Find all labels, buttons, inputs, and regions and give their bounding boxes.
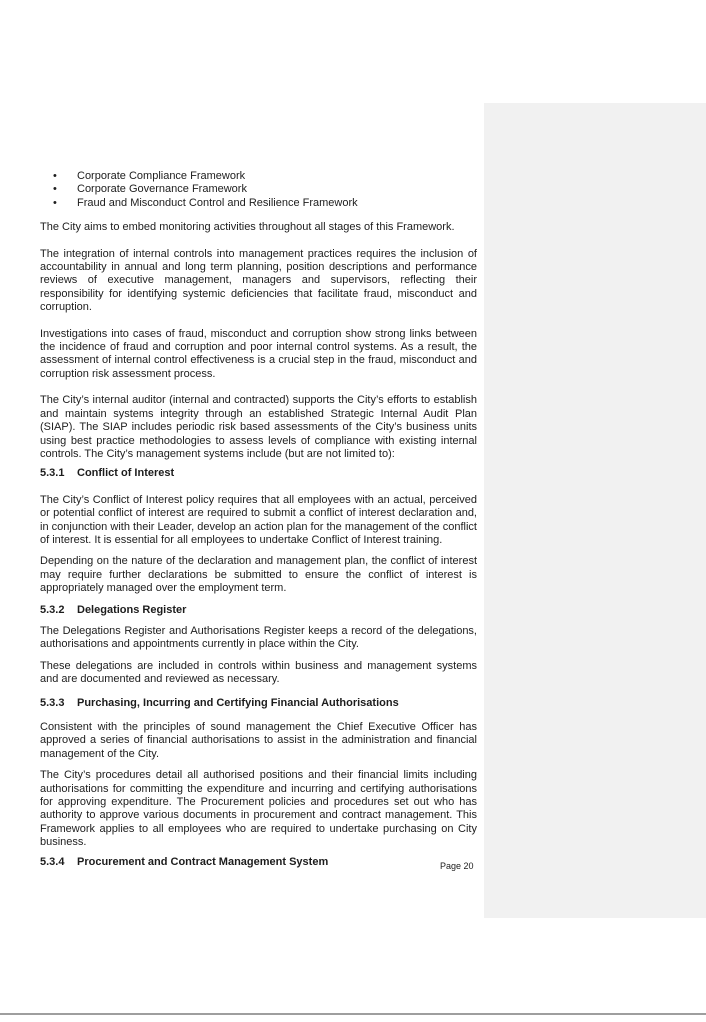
list-item [40,197,477,210]
paragraph-delegations-controls: These delegations are included in controls within business and management systems and are documented and reviewed as necessary. [40,659,477,686]
section-number: 5.3.2 [40,603,65,616]
section-number: 5.3.1 [40,467,65,480]
section-title: Conflict of Interest [77,467,175,480]
framework-bullet-list [40,170,477,210]
section-title: Purchasing, Incurring and Certifying Financial Authorisations [77,696,399,709]
bullet-icon: • [53,183,57,196]
paragraph-procedures: The City’s procedures detail all authorised positions and their financial limits including authorisations for committing the expenditure and incurring and certifying authorisations for approving expenditure. The Procurement policies and procedures set out who has authority to approve various documents in procurement and contract management. This Framework applies to all employees who are required to undertake purchasing on City business. [40,769,477,849]
bullet-icon: • [53,196,57,209]
page-bottom-border [0,1013,706,1015]
list-item-text: Corporate Compliance Framework [77,170,246,182]
section-number: 5.3.3 [40,696,65,709]
section-heading-5-3-2 [40,604,477,617]
section-heading-5-3-4 [40,856,477,869]
paragraph-internal-auditor: The City’s internal auditor (internal and contracted) supports the City’s efforts to establish and maintain systems integrity through an established Strategic Internal Audit Plan (SIAP). The SIAP includes periodic risk based assessments of the City’s business units using best practice methodologies to assess levels of compliance with existing internal controls. The City’s management systems include (but are not limited to): [40,394,477,460]
paragraph-delegations-register: The Delegations Register and Authorisations Register keeps a record of the delegations, authorisations and appointments currently in place within the City. [40,624,477,651]
document-content [40,170,477,869]
section-title: Delegations Register [77,603,187,616]
section-title: Procurement and Contract Management System [77,855,329,868]
section-number: 5.3.4 [40,855,65,868]
list-item [40,183,477,196]
list-item [40,170,477,183]
list-item-text: Fraud and Misconduct Control and Resilience Framework [77,196,358,209]
paragraph-monitoring: The City aims to embed monitoring activities throughout all stages of this Framework. [40,221,455,234]
section-heading-5-3-3 [40,697,477,710]
section-heading-5-3-1 [40,467,477,480]
paragraph-conflict-declarations: Depending on the nature of the declaration and management plan, the conflict of interest may require further declarations be submitted to ensure the conflict of interest is appropriately managed over the employment term. [40,555,477,595]
paragraph-conflict-policy: The City’s Conflict of Interest policy requires that all employees with an actual, perceived or potential conflict of interest are required to submit a conflict of interest declaration and, in conjunction with their Leader, develop an action plan for the management of the conflict of interest. It is essential for all employees to undertake Conflict of Interest training. [40,493,477,546]
list-item-text: Corporate Governance Framework [77,183,247,196]
bullet-icon: • [53,170,57,182]
page-number: Page 20 [440,861,474,871]
paragraph-integration: The integration of internal controls into management practices requires the inclusion of accountability in annual and long term planning, position descriptions and performance reviews of executive management, managers and supervisors, reflecting their responsibility for identifying systemic deficiencies that facilitate fraud, misconduct and corruption. [40,247,477,314]
paragraph-investigations: Investigations into cases of fraud, misconduct and corruption show strong links between the incidence of fraud and corruption and poor internal control systems. As a result, the assessment of internal control effectiveness is a crucial step in the fraud, misconduct and corruption risk assessment process. [40,327,477,380]
side-panel [484,103,706,918]
paragraph-financial-authorisations: Consistent with the principles of sound management the Chief Executive Officer has approved a series of financial authorisations to assist in the administration and financial management of the City. [40,721,477,760]
